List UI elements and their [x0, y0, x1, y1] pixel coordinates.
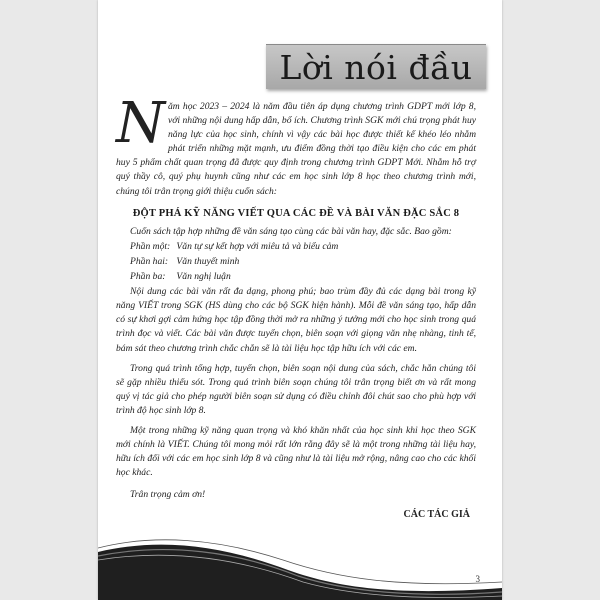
part-text: Văn thuyết minh: [176, 255, 240, 267]
thanks-line: Trân trọng cảm ơn!: [130, 489, 206, 501]
content-paragraph: Nội dung các bài văn rất đa dạng, phong phú; bao trùm đầy đủ các dạng bài trong kỹ năng VIẾT trong SGK (HS dùng cho các bộ SGK hiện hành). Mỗi đề văn sáng tạo, hấp dẫn có sự khơi gợi cảm hứng học tập đồng thời mở ra những ý tưởng mới cho học sinh trong quá trình đọc và viết. Các bài văn được tuyển chọn, biên soạn với giọng văn nhẹ nhàng, tinh tế, bám sát theo chương trình chắc chắn sẽ là tài liệu học tập hữu ích với các em.: [116, 286, 476, 354]
part-label: Phần một:: [130, 240, 171, 252]
title-banner: [266, 44, 486, 89]
part-item: [130, 240, 476, 254]
decorative-swoosh: [98, 530, 502, 600]
page-title: Lời nói đầu: [279, 48, 473, 87]
preface-body: [116, 91, 476, 523]
part-item: [130, 255, 476, 269]
intro-text: ăm học 2023 – 2024 là năm đầu tiên áp dụng chương trình GDPT mới lớp 8, với những nội dung hấp dẫn, bổ ích. Chương trình SGK mới chú trọng phát huy năng lực của học sinh, chính vì vậy các bài học được thiết kế khéo léo nhằm phát triển những mặt mạnh, ưu điểm đồng thời tạo điều kiện cho các em phát huy 5 phẩm chất quan trọng đã được quy định trong chương trình GDPT Mới. Nhằm hỗ trợ quý thầy cô, quý phụ huynh cũng như các em học sinh lớp 8 học theo chương trình mới, chúng tôi trân trọng giới thiệu cuốn sách:: [116, 101, 476, 197]
intro-paragraph: [116, 91, 476, 199]
drop-cap: N: [116, 91, 165, 156]
part-label: Phần ba:: [130, 271, 166, 283]
signature: CÁC TÁC GIẢ: [403, 509, 470, 521]
page-number: 3: [475, 574, 480, 584]
compilation-paragraph: Trong quá trình tổng hợp, tuyển chọn, biên soạn nội dung của sách, chắc hẳn chúng tôi sẽ gặp nhiều thiếu sót. Trong quá trình biên soạn chúng tôi trân trọng biết ơn và rất mong quý vị tác giả cho phép người biên soạn sử dụng có điều chỉnh đôi chút sao cho phù hợp với trình độ học sinh lớp 8.: [116, 362, 476, 416]
part-item: [130, 270, 476, 284]
parts-list: [130, 240, 476, 284]
book-page: [98, 0, 502, 600]
includes-line: Cuốn sách tập hợp những đề văn sáng tạo cùng các bài văn hay, đặc sắc. Bao gồm:: [130, 225, 452, 237]
part-text: Văn tự sự kết hợp với miêu tả và biểu cảm: [176, 240, 339, 252]
part-text: Văn nghị luận: [176, 271, 231, 283]
part-label: Phần hai:: [130, 255, 169, 267]
book-title: ĐỘT PHÁ KỸ NĂNG VIẾT QUA CÁC ĐỀ VÀ BÀI VĂN ĐẶC SẮC 8: [132, 207, 460, 219]
writing-skill-paragraph: Một trong những kỹ năng quan trọng và khó khăn nhất của học sinh khi học theo SGK mới chính là VIẾT. Chúng tôi mong mỏi rất lớn rằng đây sẽ là một trong những tài liệu hay, hữu ích đối với các em học sinh lớp 8 và cũng như là tài liệu mở rộng, nâng cao cho các khối học khác.: [116, 424, 476, 479]
